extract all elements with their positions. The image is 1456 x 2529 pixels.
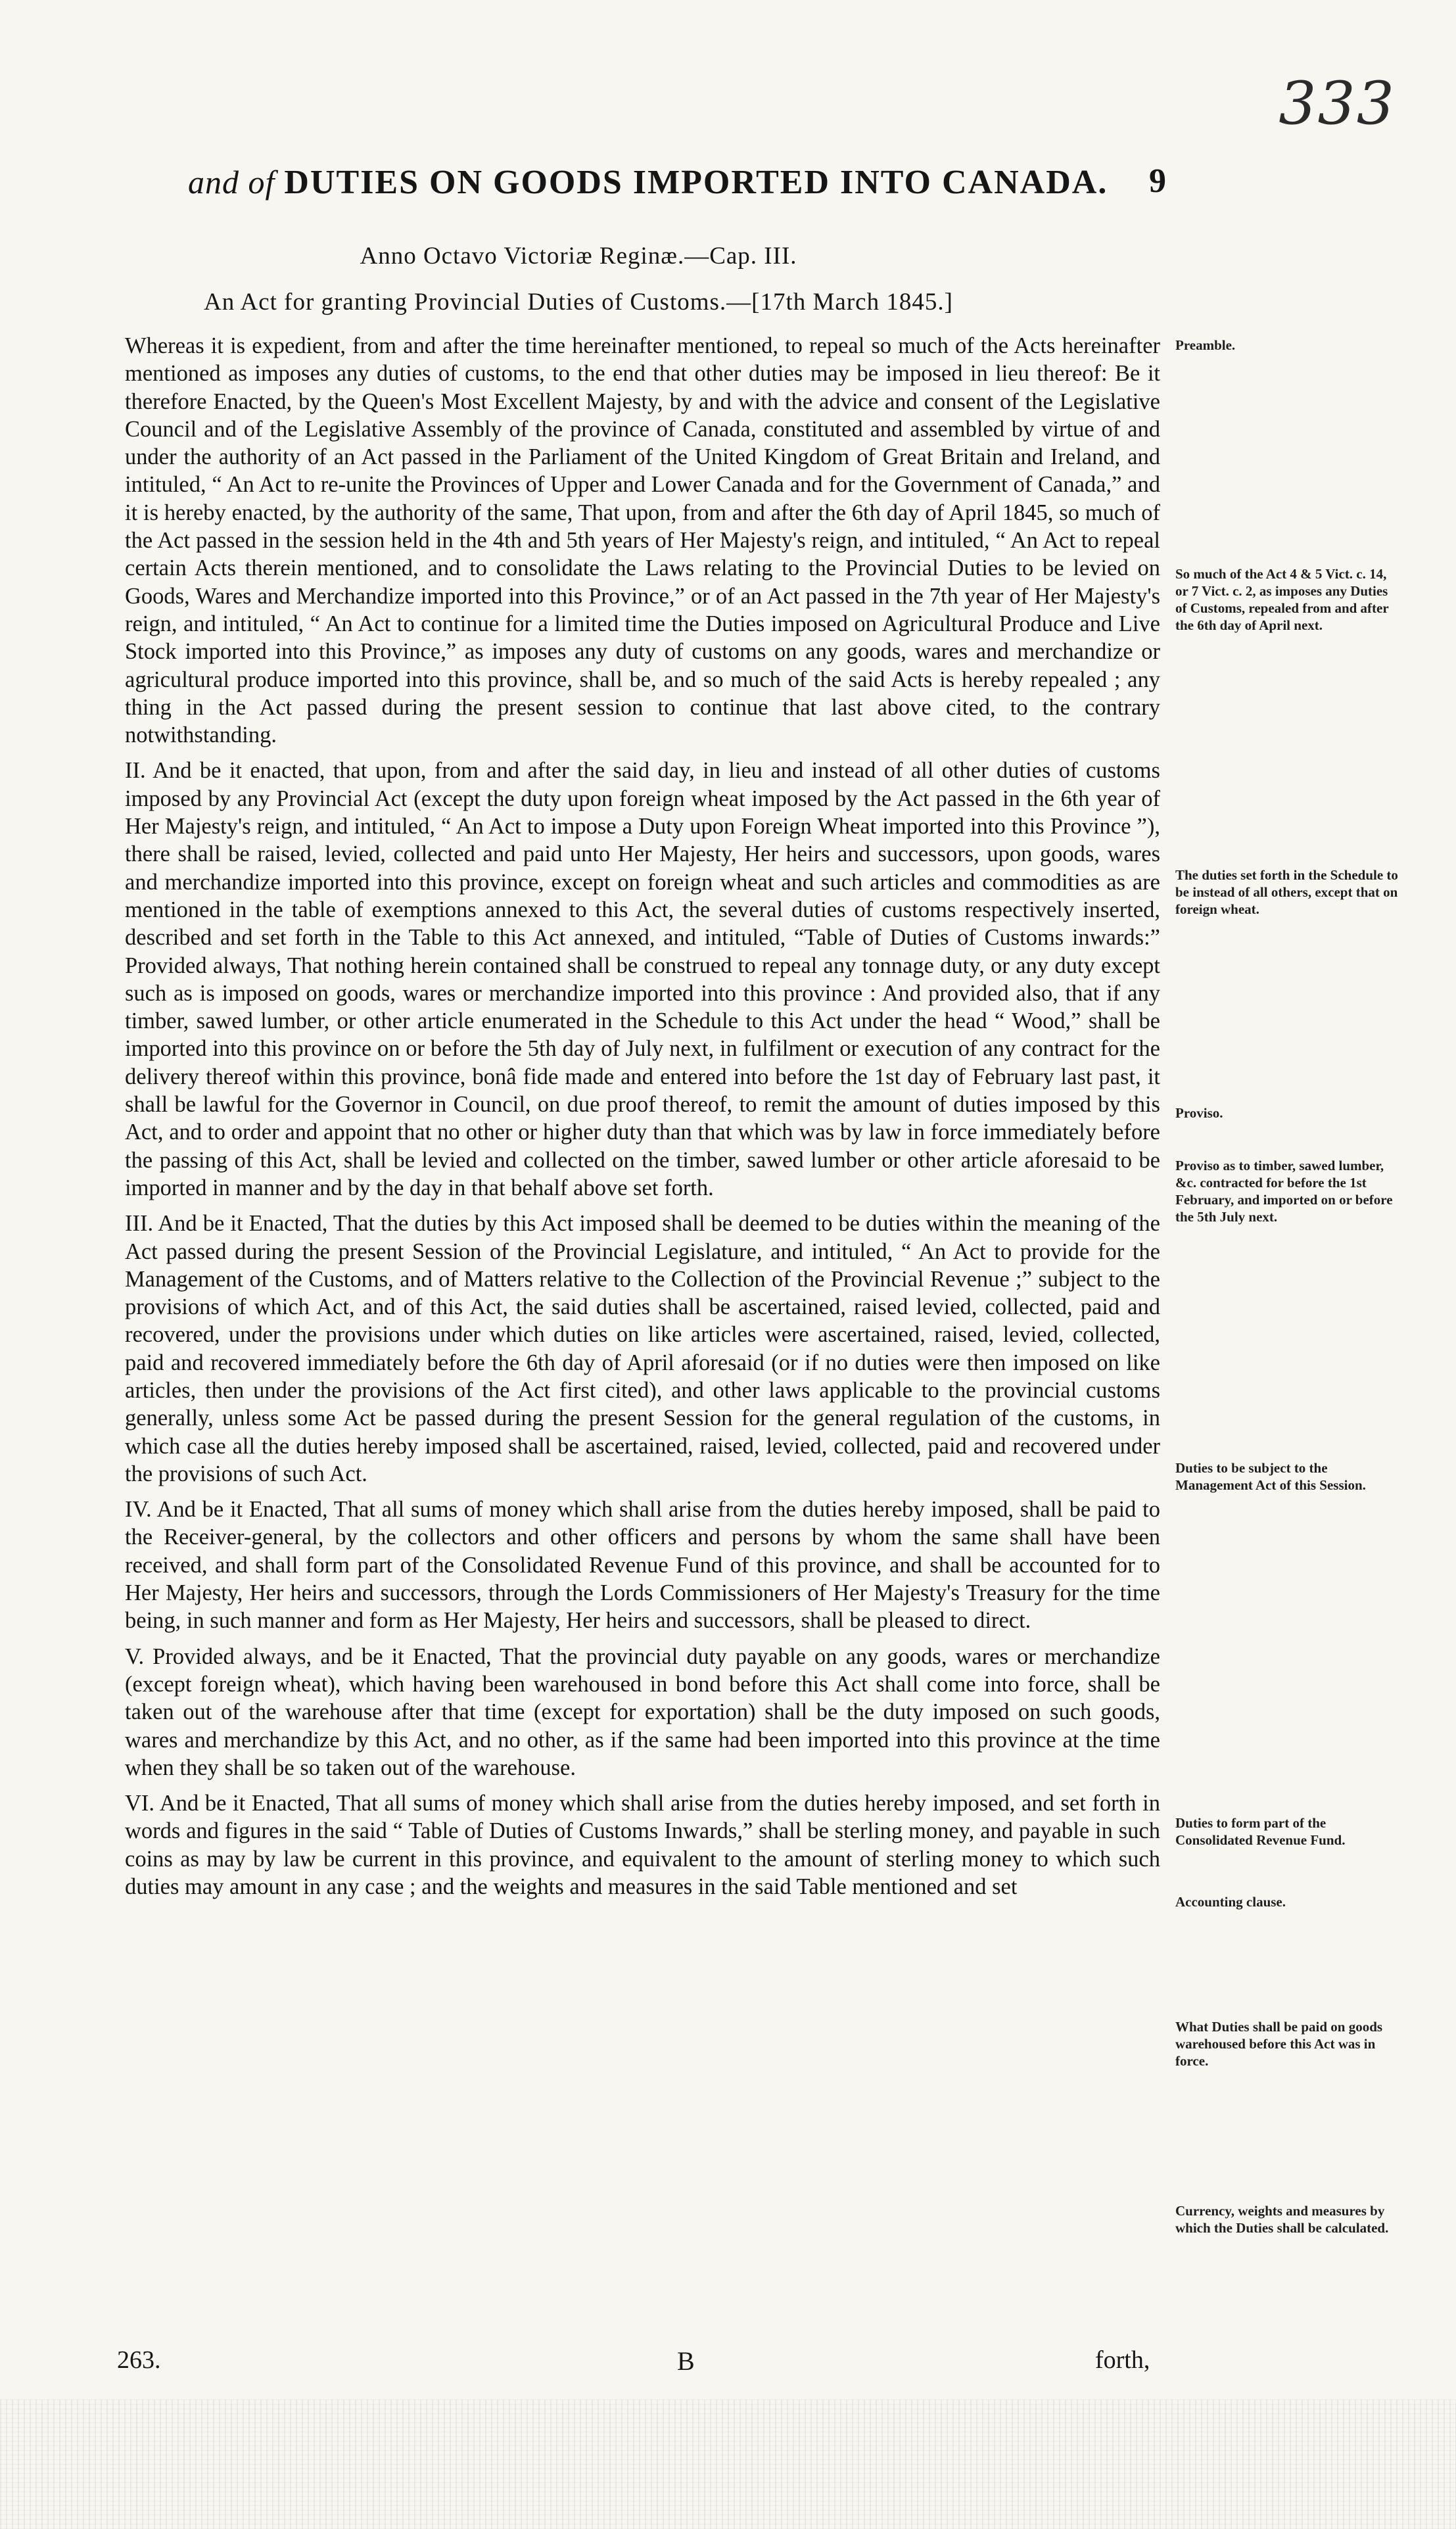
folio-number: 333 [1279,69,1396,138]
margin-note-preamble: Preamble. [1175,337,1236,353]
act-title: An Act for granting Provincial Duties of Customs.—[17th March 1845.] [204,289,953,316]
running-head [188,163,1174,202]
paragraph-section-4: IV. And be it Enacted, That all sums of money which shall arise from the duties hereby imposed, shall be paid to the Receiver-general, by the collectors and other officers and persons by whom the same shall have been received, and shall form part of the Consolidated Revenue Fund of this province, and shall be accounted for to Her Majesty, Her heirs and successors, through the Lords Commissioners of Her Majesty's Treasury for the time being, in such manner and form as Her Majesty, Her heirs and successors, shall be pleased to direct. [125,1497,1160,1634]
paragraph-preamble: Whereas it is expedient, from and after the time hereinafter mentioned, to repeal so much of the Acts hereinafter mentioned as imposes any duties of customs, to the end that other duties may be imposed in lieu thereof: Be it therefore Enacted, by the Queen's Most Excellent Majesty, by and with the advice and consent of the Legislative Council and of the Legislative Assembly of the province of Canada, constituted and assembled by virtue of and under the authority of an Act passed in the Parliament of the United Kingdom of Great Britain and Ireland, and intituled, “ An Act to re-unite the Provinces of Upper and Lower Canada and for the Government of Canada,” and it is hereby enacted, by the authority of the same, That upon, from and after the 6th day of April 1845, so much of the Act passed in the session held in the 4th and 5th years of Her Majesty's reign, and intituled, “ An Act to repeal certain Acts therein mentioned, and to consolidate the Laws relating to the Provincial Duties to be levied on Goods, Wares and Merchandize imported into this Province,” or of an Act passed in the 7th year of Her Majesty's reign, and intituled, “ An Act to continue for a limited time the Duties imposed on Agricultural Produce and Live Stock imported into this Province,” as imposes any duty of customs on any goods, wares and merchandize or agricultural produce imported into this province, shall be, and so much of the said Acts is hereby repealed ; any thing in the Act passed during the present session to continue that last above cited, to the contrary notwithstanding. [125,333,1160,748]
margin-note-warehoused: What Duties shall be paid on goods warehoused before this Act was in force. [1175,2019,1383,2069]
gathering-letter: B [677,2346,695,2376]
margin-note-management-act: Duties to be subject to the Management Act of this Session. [1175,1460,1366,1493]
paper-texture [0,2399,1456,2529]
running-head-italic: and of [188,164,275,201]
paragraph-section-2: II. And be it enacted, that upon, from and after the said day, in lieu and instead of all other duties of customs imposed by any Provincial Act (except the duty upon foreign wheat imposed by the Act passed in the 6th year of Her Majesty's reign, and intituled, “ An Act to impose a Duty upon Foreign Wheat imported into this Province ”), there shall be raised, levied, collected and paid unto Her Majesty, Her heirs and successors, upon goods, wares and merchandize imported into this province, except on foreign wheat and such articles and commodities as are mentioned in the table of exemptions annexed to this Act, the several duties of customs respectively inserted, described and set forth in the Table to this Act annexed, and intituled, “Table of Duties of Customs inwards:” Provided always, That nothing herein contained shall be construed to repeal any tonnage duty, or any duty except such as is imposed on goods, wares or merchandize imported into this province : And provided also, that if any timber, sawed lumber, or other article enumerated in the Schedule to this Act under the head “ Wood,” shall be imported into this province on or before the 5th day of July next, in fulfilment or execution of any contract for the delivery thereof within this province, bonâ fide made and entered into before the 1st day of February last past, it shall be lawful for the Governor in Council, on due proof thereof, to remit the amount of duties imposed by this Act, and to order and appoint that no other or higher duty than that which was by law in force immediately before the passing of this Act, shall be levied and collected on the timber, sawed lumber or other article aforesaid to be imported in manner and by the day in that behalf above set forth. [125,758,1160,1200]
margin-note-duties-schedule: The duties set forth in the Schedule to be instead of all others, except that on foreign wheat. [1175,867,1398,917]
act-body [125,332,1160,1908]
paragraph-section-3: III. And be it Enacted, That the duties by this Act imposed shall be deemed to be duties within the meaning of the Act passed during the present Session of the Provincial Legislature, and intituled, “ An Act to provide for the Management of the Customs, and of Matters relative to the Collection of the Provincial Revenue ;” subject to the provisions of which Act, and of this Act, the said duties shall be ascertained, raised levied, collected, paid and recovered, under the provisions under which duties on like articles were ascertained, raised, levied, collected, paid and recovered immediately before the 6th day of April aforesaid (or if no duties were then imposed on like articles, then under the provisions of the Act first cited), and other laws applicable to the provincial customs generally, unless some Act be passed during the present Session for the general regulation of the customs, in which case all the duties hereby imposed shall be ascertained, raised, levied, collected, paid and recovered under the provisions of such Act. [125,1211,1160,1486]
running-head-caps: DUTIES ON GOODS IMPORTED INTO CANADA. [284,164,1108,201]
paragraph-section-5: V. Provided always, and be it Enacted, That the provincial duty payable on any goods, wares or merchandize (except foreign wheat), which having been warehoused in bond before this Act shall come into force, shall be taken out of the warehouse after that time (except for exportation) shall be the duty imposed on such goods, wares and merchandize by this Act, and no other, as if the same had been imported into this province at the time when they shall be so taken out of the warehouse. [125,1643,1160,1780]
margin-note-accounting: Accounting clause. [1175,1894,1286,1910]
margin-note-currency: Currency, weights and measures by which the Duties shall be calculated. [1175,2203,1389,2236]
margin-note-revenue-fund: Duties to form part of the Consolidated Revenue Fund. [1175,1815,1346,1848]
margin-note-proviso: Proviso. [1175,1105,1223,1121]
act-citation: Anno Octavo Victoriæ Reginæ.—Cap. III. [360,243,797,270]
catchword: forth, [1095,2346,1150,2374]
signature-mark: 263. [117,2346,161,2374]
margin-note-repeal: So much of the Act 4 & 5 Vict. c. 14, or 7 Vict. c. 2, as imposes any Duties of Customs, repealed from and after the 6th day of April next. [1175,566,1389,633]
paragraph-section-6: VI. And be it Enacted, That all sums of money which shall arise from the duties hereby imposed, and set forth in words and figures in the said “ Table of Duties of Customs Inwards,” shall be sterling money, and payable in such coins as may by law be current in this province, and equivalent to the amount of sterling money to which such duties may amount in any case ; and the weights and measures in the said Table mentioned and set [125,1791,1160,1900]
page-number: 9 [1149,162,1166,200]
margin-note-timber-proviso: Proviso as to timber, sawed lumber, &c. contracted for before the 1st February, and imported on or before the 5th July next. [1175,1158,1393,1225]
